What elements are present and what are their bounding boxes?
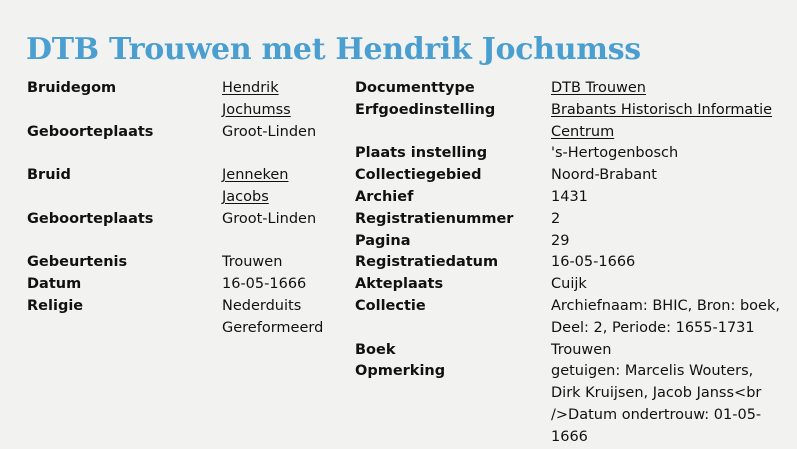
erfgoedinstelling-label: Erfgoedinstelling	[355, 101, 496, 118]
boek-label: Boek	[355, 341, 396, 358]
geboorteplaats-bruidegom-value: Groot-Linden	[222, 123, 317, 140]
document-details	[355, 78, 785, 449]
gebeurtenis-row	[27, 252, 332, 274]
registratienummer-row	[355, 209, 785, 231]
geboorteplaats-bruidegom-row	[27, 122, 332, 144]
opmerking-value: getuigen: Marcelis Wouters, Dirk Kruijsen, Jacob Janss<br />Datum ondertrouw: 01-05-1666	[551, 363, 762, 445]
registratiedatum-row	[355, 252, 785, 274]
registratiedatum-label: Registratiedatum	[355, 254, 499, 271]
plaats-instelling-value: 's-Hertogenbosch	[551, 145, 679, 162]
boek-row	[355, 340, 785, 362]
collectiegebied-label: Collectiegebied	[355, 167, 482, 184]
akteplaats-label: Akteplaats	[355, 276, 444, 293]
datum-row	[27, 274, 332, 296]
bruid-label: Bruid	[27, 167, 71, 184]
collectie-row	[355, 296, 785, 340]
bruid-row	[27, 165, 332, 209]
plaats-instelling-row	[355, 143, 785, 165]
documenttype-row	[355, 78, 785, 100]
documenttype-link[interactable]: DTB Trouwen	[551, 80, 646, 96]
geboorteplaats-bruid-label: Geboorteplaats	[27, 210, 154, 227]
geboorteplaats-bruid-row	[27, 209, 332, 231]
pagina-row	[355, 231, 785, 253]
gebeurtenis-value: Trouwen	[222, 254, 283, 271]
pagina-label: Pagina	[355, 232, 411, 249]
page-title: DTB Trouwen met Hendrik Jochumss	[26, 32, 641, 68]
akteplaats-value: Cuijk	[551, 276, 587, 293]
collectiegebied-row	[355, 165, 785, 187]
person-details	[27, 78, 332, 340]
bruidegom-label: Bruidegom	[27, 80, 117, 96]
opmerking-row	[355, 361, 785, 448]
boek-value: Trouwen	[551, 341, 612, 358]
erfgoedinstelling-link[interactable]: Brabants Historisch Informatie Centrum	[551, 101, 773, 140]
plaats-instelling-label: Plaats instelling	[355, 145, 488, 162]
akteplaats-row	[355, 274, 785, 296]
bruidegom-row	[27, 78, 332, 122]
religie-row	[27, 296, 332, 340]
geboorteplaats-bruid-value: Groot-Linden	[222, 210, 317, 227]
archief-row	[355, 187, 785, 209]
religie-label: Religie	[27, 297, 84, 314]
bruidegom-link[interactable]: Hendrik Jochumss	[222, 80, 291, 118]
archief-value: 1431	[551, 188, 588, 205]
bruid-link[interactable]: Jenneken Jacobs	[222, 167, 289, 205]
religie-value: Nederduits Gereformeerd	[222, 297, 324, 336]
documenttype-label: Documenttype	[355, 80, 475, 96]
gebeurtenis-label: Gebeurtenis	[27, 254, 128, 271]
datum-value: 16-05-1666	[222, 276, 307, 293]
collectie-value: Archiefnaam: BHIC, Bron: boek, Deel: 2, Periode: 1655-1731	[551, 297, 780, 336]
archief-label: Archief	[355, 188, 414, 205]
collectie-label: Collectie	[355, 297, 426, 314]
erfgoedinstelling-row	[355, 100, 785, 144]
opmerking-label: Opmerking	[355, 363, 446, 380]
collectiegebied-value: Noord-Brabant	[551, 167, 657, 184]
registratiedatum-value: 16-05-1666	[551, 254, 636, 271]
pagina-value: 29	[551, 232, 570, 249]
registratienummer-label: Registratienummer	[355, 210, 514, 227]
registratienummer-value: 2	[551, 210, 561, 227]
geboorteplaats-bruidegom-label: Geboorteplaats	[27, 123, 154, 140]
datum-label: Datum	[27, 276, 82, 293]
